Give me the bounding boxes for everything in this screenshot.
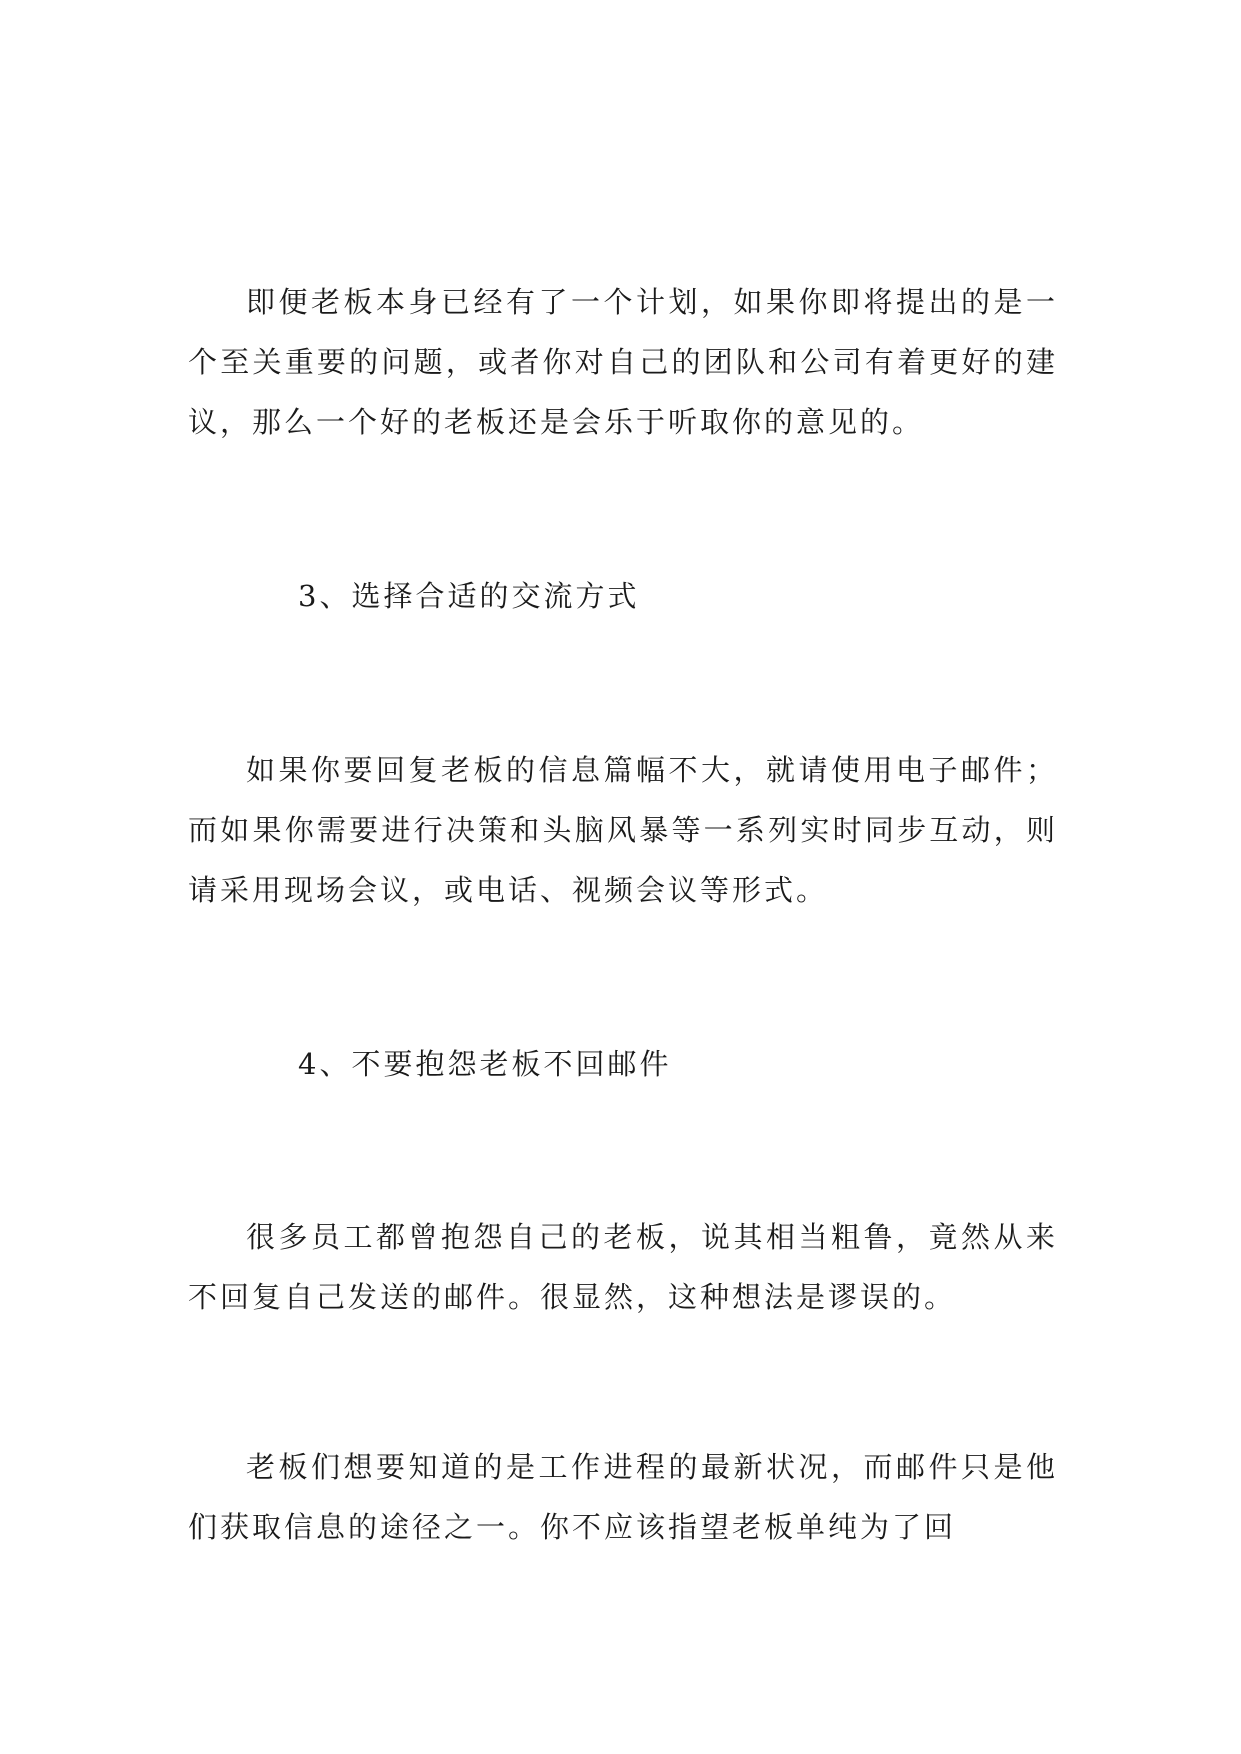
section-heading-4: 4、不要抱怨老板不回邮件: [298, 1047, 672, 1081]
paragraph-communication-method: 如果你要回复老板的信息篇幅不大，就请使用电子邮件；而如果你需要进行决策和头脑风暴等一系列实时同步互动，则请采用现场会议，或电话、视频会议等形式。: [188, 753, 1058, 907]
paragraph-boss-expectations: 老板们想要知道的是工作进程的最新状况，而邮件只是他们获取信息的途径之一。你不应该指望老板单纯为了回: [188, 1450, 1058, 1544]
paragraph-boss-plan: 即便老板本身已经有了一个计划，如果你即将提出的是一个至关重要的问题，或者你对自己的团队和公司有着更好的建议，那么一个好的老板还是会乐于听取你的意见的。: [188, 285, 1058, 439]
paragraph-employee-complaints: 很多员工都曾抱怨自己的老板，说其相当粗鲁，竟然从来不回复自己发送的邮件。很显然，这种想法是谬误的。: [188, 1220, 1058, 1314]
section-heading-3: 3、选择合适的交流方式: [298, 579, 640, 613]
